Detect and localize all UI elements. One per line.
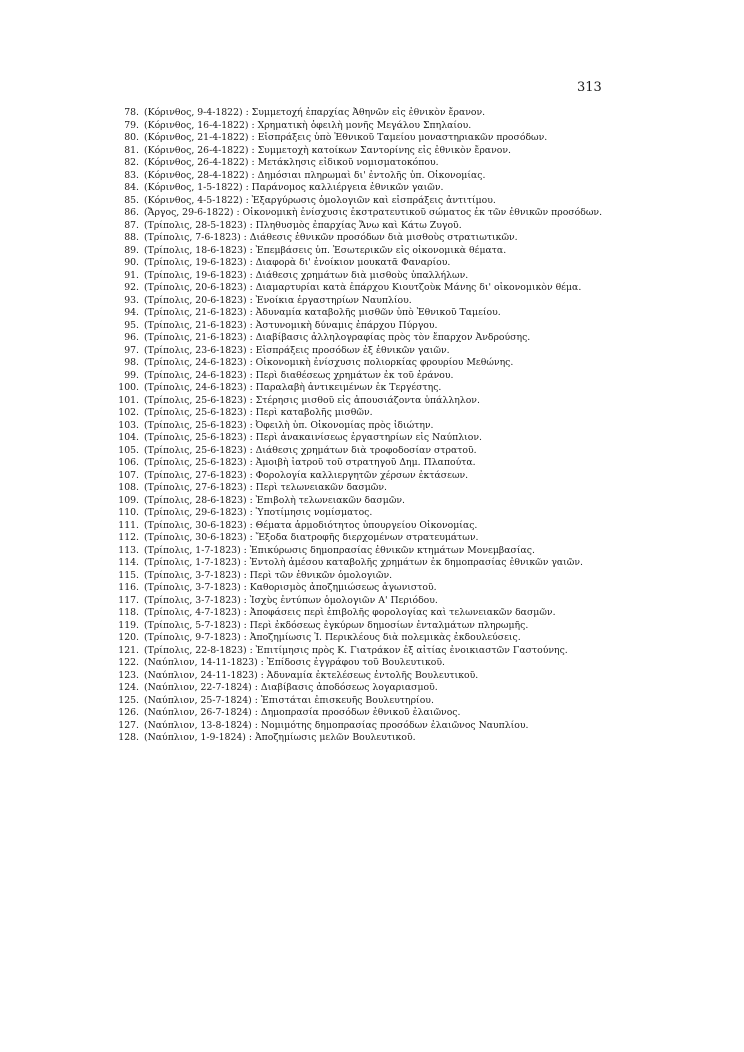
entry-text: (Κόρινθος, 4-5-1822) : Ἐξαργύρωσις ὁμολογιῶν καὶ εἰσπράξεις ἀντιτίμου. <box>144 194 496 206</box>
entry-list <box>113 107 713 745</box>
entry-number: 125. <box>118 694 139 706</box>
entry-text: (Τρίπολις, 5-7-1823) : Περὶ ἐκδόσεως ἐγκύρων δημοσίων ἐνταλμάτων πληρωμῆς. <box>144 619 529 631</box>
entry-text: (Τρίπολις, 25-6-1823) : Περὶ καταβολῆς μισθῶν. <box>144 407 373 418</box>
entry-text: (Τρίπολις, 24-6-1823) : Παραλαβὴ ἀντικειμένων ἐκ Τεργέστης. <box>144 382 442 393</box>
entry-number: 94. <box>124 307 139 318</box>
entry-number: 95. <box>124 319 139 331</box>
entry-number: 78. <box>124 107 139 118</box>
entry-text: (Ναύπλιον, 1-9-1824) : Ἀποζημίωσις μελῶν Βουλευτικοῦ. <box>144 732 416 743</box>
entry-text: (Κόρινθος, 1-5-1822) : Παράνομος καλλιέργεια ἐθνικῶν γαιῶν. <box>144 182 444 193</box>
entry-number: 80. <box>124 132 139 143</box>
list-item <box>113 570 713 583</box>
list-item <box>113 270 713 283</box>
list-item <box>113 170 713 183</box>
entry-number: 124. <box>118 682 139 693</box>
entry-text: (Τρίπολις, 3-7-1823) : Καθορισμὸς ἀποζημιώσεως ἀγωνιστοῦ. <box>144 582 437 593</box>
list-item <box>113 457 713 470</box>
entry-number: 108. <box>118 482 139 493</box>
entry-number: 117. <box>118 594 139 606</box>
list-item <box>113 132 713 145</box>
entry-text: (Τρίπολις, 4-7-1823) : Ἀποφάσεις περὶ ἐπιβολῆς φορολογίας καὶ τελωνειακῶν δασμῶν. <box>144 607 556 618</box>
entry-text: (Τρίπολις, 27-6-1823) : Περὶ τελωνειακῶν δασμῶν. <box>144 482 387 493</box>
entry-text: (Τρίπολις, 20-6-1823) : Διαμαρτυρίαι κατὰ ἐπάρχου Κιουτζοὺκ Μάνης δι' οἰκονομικὸν θέμα. <box>144 282 582 293</box>
entry-number: 102. <box>118 407 139 418</box>
list-item <box>113 382 713 395</box>
list-item <box>113 120 713 133</box>
entry-number: 113. <box>118 544 139 556</box>
entry-text: (Τρίπολις, 25-6-1823) : Στέρησις μισθοῦ εἰς ἀπουσιάζοντα ὑπάλληλον. <box>144 394 480 406</box>
entry-number: 93. <box>124 294 139 306</box>
entry-text: (Τρίπολις, 29-6-1823) : Ὑποτίμησις νομίσματος. <box>144 507 373 518</box>
entry-text: (Ναύπλιον, 22-7-1824) : Διαβίβασις ἀποδόσεως λογαριασμοῦ. <box>144 682 438 693</box>
entry-text: (Τρίπολις, 19-6-1823) : Διάθεσις χρημάτων διὰ μισθοὺς ὑπαλλήλων. <box>144 269 469 281</box>
list-item <box>113 432 713 445</box>
entry-number: 88. <box>124 232 139 243</box>
list-item <box>113 695 713 708</box>
entry-number: 84. <box>124 182 139 193</box>
entry-number: 107. <box>118 469 139 481</box>
list-item <box>113 670 713 683</box>
entry-text: (Τρίπολις, 25-6-1823) : Ἀμοιβὴ ἰατροῦ τοῦ στρατηγοῦ Δημ. Πλαπούτα. <box>144 457 476 468</box>
list-item <box>113 307 713 320</box>
list-item <box>113 232 713 245</box>
entry-text: (Τρίπολις, 25-6-1823) : Ὀφειλὴ ὑπ. Οἰκονομίας πρὸς ἰδιώτην. <box>144 419 434 431</box>
list-item <box>113 545 713 558</box>
entry-number: 118. <box>118 607 139 618</box>
entry-number: 115. <box>118 569 139 581</box>
entry-text: (Τρίπολις, 30-6-1823) : Θέματα ἁρμοδιότητος ὑπουργείου Οἰκονομίας. <box>144 519 478 531</box>
list-item <box>113 470 713 483</box>
entry-number: 109. <box>118 494 139 506</box>
list-item <box>113 145 713 158</box>
entry-number: 91. <box>124 269 139 281</box>
entry-text: (Ναύπλιον, 14-11-1823) : Ἐπίδοσις ἐγγράφου τοῦ Βουλευτικοῦ. <box>144 657 445 668</box>
entry-number: 116. <box>118 582 139 593</box>
list-item <box>113 395 713 408</box>
entry-number: 106. <box>118 457 139 468</box>
list-item <box>113 295 713 308</box>
entry-number: 126. <box>118 707 139 718</box>
list-item <box>113 182 713 195</box>
list-item <box>113 732 713 745</box>
entry-text: (Τρίπολις, 21-6-1823) : Ἀστυνομικὴ δύναμις ἐπάρχου Πύργου. <box>144 319 438 331</box>
list-item <box>113 332 713 345</box>
entry-text: (Κόρινθος, 26-4-1822) : Μετάκλησις εἰδικοῦ νομισματοκόπου. <box>144 157 439 168</box>
entry-number: 103. <box>118 419 139 431</box>
list-item <box>113 282 713 295</box>
entry-text: (Τρίπολις, 22-8-1823) : Ἐπιτίμησις πρὸς Κ. Γιατράκον ἐξ αἰτίας ἐνοικιαστῶν Γαστούνης. <box>144 644 568 656</box>
entry-number: 104. <box>118 432 139 443</box>
entry-text: (Τρίπολις, 30-6-1823) : Ἔξοδα διατροφῆς διερχομένων στρατευμάτων. <box>144 532 479 543</box>
list-item <box>113 707 713 720</box>
list-item <box>113 607 713 620</box>
entry-number: 114. <box>118 557 139 568</box>
list-item <box>113 657 713 670</box>
list-item <box>113 220 713 233</box>
entry-text: (Τρίπολις, 19-6-1823) : Διαφορὰ δι' ἐνοίκιον μουκατᾶ Φαναρίου. <box>144 257 451 268</box>
list-item <box>113 195 713 208</box>
list-item <box>113 420 713 433</box>
entry-number: 110. <box>118 507 139 518</box>
list-item <box>113 157 713 170</box>
list-item <box>113 207 713 220</box>
entry-text: (Τρίπολις, 7-6-1823) : Διάθεσις ἐθνικῶν προσόδων διὰ μισθοὺς στρατιωτικῶν. <box>144 232 518 243</box>
entry-number: 98. <box>124 357 139 368</box>
entry-number: 97. <box>124 344 139 356</box>
entry-number: 112. <box>118 532 139 543</box>
list-item <box>113 257 713 270</box>
entry-number: 128. <box>118 732 139 743</box>
entry-number: 119. <box>118 619 139 631</box>
entry-text: (Κόρινθος, 9-4-1822) : Συμμετοχή ἐπαρχίας Ἀθηνῶν εἰς ἐθνικὸν ἔρανον. <box>144 107 486 118</box>
entry-number: 79. <box>124 119 139 131</box>
entry-text: (Τρίπολις, 3-7-1823) : Ἰσχὺς ἐντύπων ὁμολογιῶν Α' Περιόδου. <box>144 594 438 606</box>
entry-text: (Τρίπολις, 9-7-1823) : Ἀποζημίωσις Ἰ. Περικλέους διὰ πολεμικὰς ἐκδουλεύσεις. <box>144 632 521 643</box>
list-item <box>113 557 713 570</box>
entry-number: 82. <box>124 157 139 168</box>
entry-text: (Τρίπολις, 20-6-1823) : Ἐνοίκια ἐργαστηρίων Ναυπλίου. <box>144 294 412 306</box>
entry-text: (Ναύπλιον, 26-7-1824) : Δημοπρασία προσόδων ἐθνικοῦ ἐλαιῶνος. <box>144 707 461 718</box>
entry-text: (Τρίπολις, 23-6-1823) : Εἰσπράξεις προσόδων ἐξ ἐθνικῶν γαιῶν. <box>144 344 450 356</box>
entry-number: 120. <box>118 632 139 643</box>
list-item <box>113 107 713 120</box>
entry-text: (Τρίπολις, 24-6-1823) : Οἰκονομικὴ ἐνίσχυσις πολιορκίας φρουρίου Μεθώνης. <box>144 357 514 368</box>
entry-number: 83. <box>124 169 139 181</box>
entry-text: (Ἄργος, 29-6-1822) : Οἰκονομικὴ ἐνίσχυσις ἐκστρατευτικοῦ σώματος ἐκ τῶν ἐθνικῶν προσόδων. <box>144 207 603 218</box>
entry-text: (Τρίπολις, 1-7-1823) : Ἐντολὴ ἀμέσου καταβολῆς χρημάτων ἐκ δημοπρασίας ἐθνικῶν γαιῶν. <box>144 557 583 568</box>
entry-number: 105. <box>118 444 139 456</box>
list-item <box>113 357 713 370</box>
entry-text: (Τρίπολις, 28-5-1823) : Πληθυσμὸς ἐπαρχίας Ἄνω καὶ Κάτω Ζυγοῦ. <box>144 219 462 231</box>
list-item <box>113 620 713 633</box>
entry-number: 100. <box>118 382 139 393</box>
entry-text: (Τρίπολις, 27-6-1823) : Φορολογία καλλιεργητῶν χέρσων ἐκτάσεων. <box>144 469 469 481</box>
entry-number: 111. <box>118 519 139 531</box>
list-item <box>113 320 713 333</box>
list-item <box>113 345 713 358</box>
entry-number: 81. <box>124 144 139 156</box>
list-item <box>113 445 713 458</box>
entry-number: 127. <box>118 719 139 731</box>
entry-number: 86. <box>124 207 139 218</box>
entry-number: 87. <box>124 219 139 231</box>
page-number: 313 <box>577 80 602 95</box>
entry-text: (Ναύπλιον, 24-11-1823) : Ἀδυναμία ἐκτελέσεως ἐντολῆς Βουλευτικοῦ. <box>144 669 479 681</box>
entry-text: (Κόρινθος, 16-4-1822) : Χρηματικὴ ὀφειλὴ μονῆς Μεγάλου Σπηλαίου. <box>144 119 472 131</box>
entry-number: 92. <box>124 282 139 293</box>
entry-number: 89. <box>124 244 139 256</box>
list-item <box>113 632 713 645</box>
list-item <box>113 720 713 733</box>
entry-number: 90. <box>124 257 139 268</box>
entry-text: (Κόρινθος, 21-4-1822) : Εἰσπράξεις ὑπὸ Ἐθνικοῦ Ταμείου μοναστηριακῶν προσόδων. <box>144 132 548 143</box>
entry-text: (Τρίπολις, 24-6-1823) : Περὶ διαθέσεως χρημάτων ἐκ τοῦ ἐράνου. <box>144 369 454 381</box>
entry-text: (Ναύπλιον, 13-8-1824) : Νομιμότης δημοπρασίας προσόδων ἐλαιῶνος Ναυπλίου. <box>144 719 529 731</box>
list-item <box>113 582 713 595</box>
entry-text: (Τρίπολις, 28-6-1823) : Ἐπιβολὴ τελωνειακῶν δασμῶν. <box>144 494 406 506</box>
list-item <box>113 595 713 608</box>
entry-number: 99. <box>124 369 139 381</box>
entry-text: (Τρίπολις, 21-6-1823) : Ἀδυναμία καταβολῆς μισθῶν ὑπὸ Ἐθνικοῦ Ταμείου. <box>144 307 501 318</box>
entry-text: (Τρίπολις, 1-7-1823) : Ἐπικύρωσις δημοπρασίας ἐθνικῶν κτημάτων Μονεμβασίας. <box>144 544 535 556</box>
list-item <box>113 407 713 420</box>
entry-text: (Τρίπολις, 21-6-1823) : Διαβίβασις ἀλληλογραφίας πρὸς τὸν ἔπαρχον Ἀνδρούσης. <box>144 332 531 343</box>
entry-number: 101. <box>118 394 139 406</box>
entry-number: 121. <box>118 644 139 656</box>
entry-number: 122. <box>118 657 139 668</box>
list-item <box>113 532 713 545</box>
entry-text: (Τρίπολις, 25-6-1823) : Διάθεσις χρημάτων διὰ τροφοδοσίαν στρατοῦ. <box>144 444 477 456</box>
list-item <box>113 520 713 533</box>
list-item <box>113 245 713 258</box>
list-item <box>113 482 713 495</box>
entry-text: (Ναύπλιον, 25-7-1824) : Ἐπιστάται ἐπισκευῆς Βουλευτηρίου. <box>144 694 434 706</box>
entry-text: (Κόρινθος, 28-4-1822) : Δημόσιαι πληρωμαὶ δι' ἐντολῆς ὑπ. Οἰκονομίας. <box>144 169 486 181</box>
entry-number: 85. <box>124 194 139 206</box>
list-item <box>113 370 713 383</box>
entry-number: 123. <box>118 669 139 681</box>
list-item <box>113 682 713 695</box>
entry-text: (Τρίπολις, 25-6-1823) : Περὶ ἀνακαινίσεως ἐργαστηρίων εἰς Ναύπλιον. <box>144 432 482 443</box>
entry-text: (Τρίπολις, 3-7-1823) : Περὶ τῶν ἐθνικῶν ὁμολογιῶν. <box>144 569 393 581</box>
list-item <box>113 507 713 520</box>
list-item <box>113 495 713 508</box>
entry-text: (Τρίπολις, 18-6-1823) : Ἐπεμβάσεις ὑπ. Ἐσωτερικῶν εἰς οἰκονομικὰ θέματα. <box>144 244 507 256</box>
entry-text: (Κόρινθος, 26-4-1822) : Συμμετοχὴ κατοίκων Σαντορίνης εἰς ἐθνικὸν ἔρανον. <box>144 144 511 156</box>
list-item <box>113 645 713 658</box>
entry-number: 96. <box>124 332 139 343</box>
